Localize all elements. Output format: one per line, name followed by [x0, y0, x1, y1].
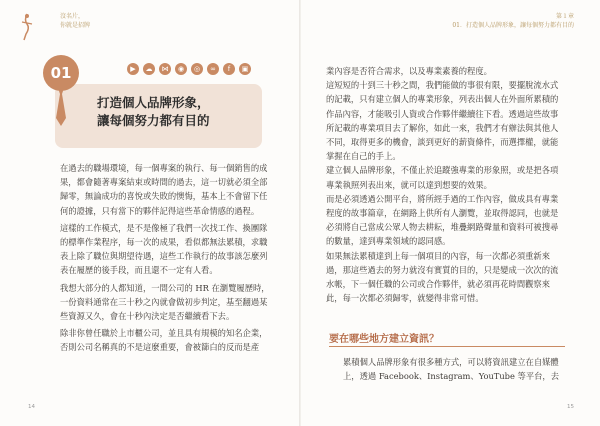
header-right-line2: 01．打造個人品牌形象，讓每個努力都有目的 [452, 22, 574, 29]
title-line2: 讓每個努力都有目的 [97, 113, 210, 128]
section-body-text [343, 355, 568, 383]
paragraph: 這短短的十到三十秒之間，我們能做的事很有限，要擺脫流水式的記載，只有建立個人的專業形象，列表出個人在外面所累積的作品內容，才能吸引人資或合作夥伴繼續往下看。透過這些故事所記載的專業項目去了解你，如此一來，我們才有辦法與其他人不同，取得更多的機會，談到更好的薪資條件，而選擇權，就能掌握在自己的手上。 [326, 80, 559, 162]
running-header-left [60, 12, 90, 30]
paragraph: 而是必須透過公開平台，將所經手過的工作內容，做成具有專業程度的故事篇章，在網路上供所有人瀏覽，並取得認同，也就是必須將自己當成公眾人物去耕耘，堆疊網路聲量和資料可被搜尋的數量，達到專業領域的認同感。 [326, 193, 559, 247]
paragraph: 建立個人品牌形象，不僅止於追蹤強專業的形象照，或是把各項專業執照列表出來，就可以達到想要的效果。 [326, 165, 559, 190]
cloud-icon: ☁ [143, 63, 155, 75]
left-body-text [60, 161, 270, 355]
section-divider [329, 346, 565, 347]
page-number-left: 14 [28, 404, 35, 410]
header-left-line2: 你就是招牌 [60, 22, 91, 29]
figure-decoration-icon [18, 12, 36, 42]
book-gutter [299, 0, 301, 426]
paragraph: 我想大部分的人都知道，一間公司的 HR 在瀏覽履歷時，一份資料通常在三十秒之內就會做初步判定，基至翻過某些資源又久，會在十秒內決定是否繼續看下去。 [60, 282, 270, 322]
youtube-icon: ▶ [127, 63, 139, 75]
right-body-text [326, 64, 566, 305]
link-icon: ∞ [207, 63, 219, 75]
podcast-icon: ◉ [175, 63, 187, 75]
paragraph: 在過去的職場環境，每一個專案的執行、每一個銷售的成果，都會隨著專案結束或時間的過去，這一切就必須全部歸零，無論成功的喜悅或失敗的懊悔，基本上不會留下任何的證據，只有當下的夥伴記得這些革命情感的過程。 [60, 163, 268, 216]
paragraph: 累積個人品牌形象有很多種方式，可以將資訊建立在自媒體上，透過 Facebook、Instagram、YouTube 等平台，去 [343, 357, 560, 382]
instagram-icon: ◎ [191, 63, 203, 75]
section-heading: 要在哪些地方建立資訊？ [329, 334, 439, 345]
section-number-badge: 01 [43, 55, 79, 91]
paragraph: 這樣的工作模式，是不是像極了我們一次找工作、換團隊的標準作業程序，每一次的成果，看似都無法累積，求職表上除了職位與期望待遇，這些工作執行的故事該怎麼列表在履歷的後手段，而且還不一定有人看。 [60, 222, 268, 276]
header-right-line1: 第１章 [555, 13, 574, 20]
chapter-title [97, 94, 210, 130]
title-line1: 打造個人品牌形象， [97, 95, 210, 110]
page-number-right: 15 [567, 404, 574, 410]
paragraph: 業內容是否符合需求，以及專業素養的程度。 [326, 66, 492, 76]
header-left-line1: 沒名片， [60, 13, 85, 20]
social-icon-row [127, 63, 251, 75]
necktie-icon [55, 88, 67, 128]
chat-icon: ▣ [239, 63, 251, 75]
facebook-icon: f [223, 63, 235, 75]
running-header-right [452, 12, 574, 30]
paragraph: 如果無法累積達到上每一個項目的內容，每一次都必須重新來過，那這些過去的努力就沒有實質的目的，只是變成一次次的流水帳，下一個任職的公司或合作夥伴，就必須再花時間觀察來此，每一次都必須歸零，就變得非常可惜。 [326, 250, 559, 304]
paragraph: 除非你曾任職於上市櫃公司，並且具有規模的知名企業，否則公司名稱真的不是這麼重要，會被篩白的反而是產 [60, 328, 268, 353]
share-icon: ⋈ [159, 63, 171, 75]
